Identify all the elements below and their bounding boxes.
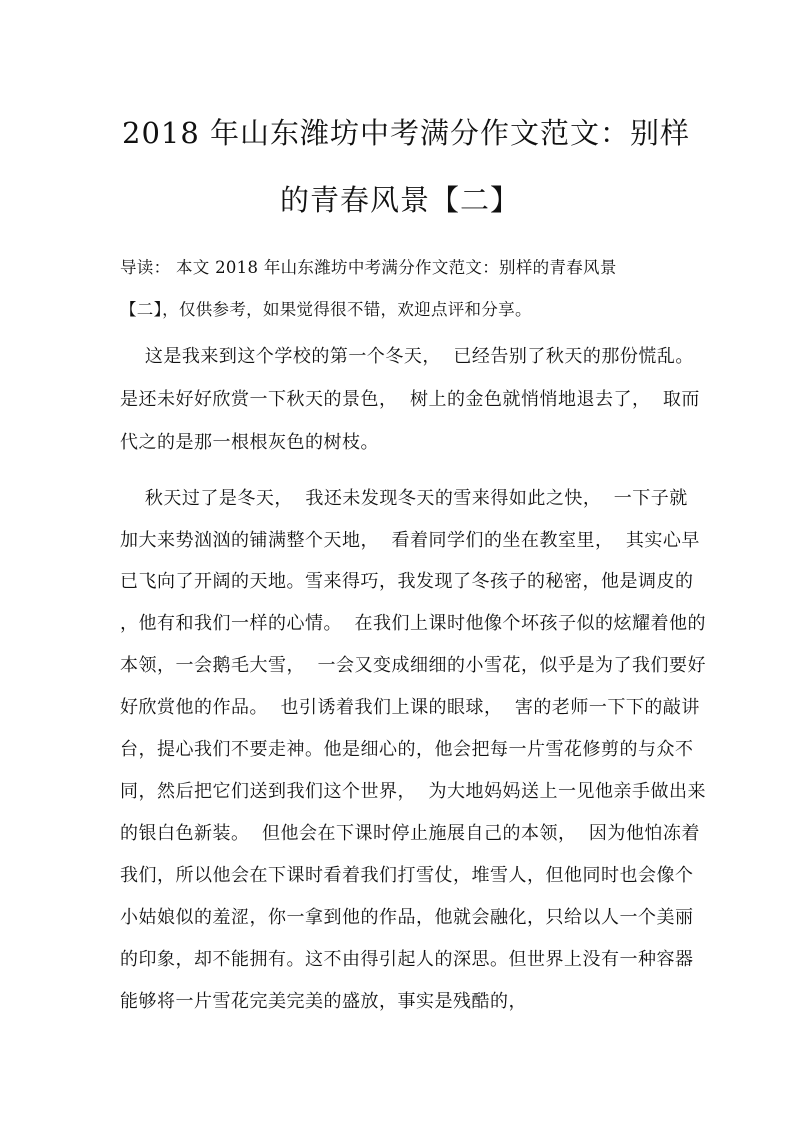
paragraph1-line: 这是我来到这个学校的第一个冬天， 已经告别了秋天的那份慌乱。 [120,346,694,367]
paragraph2-line: 小姑娘似的羞涩，你一拿到他的作品，他就会融化，只给以人一个美丽 [120,907,694,928]
paragraph2-line: 本领，一会鹅毛大雪， 一会又变成细细的小雪花，似乎是为了我们要好 [120,655,706,676]
paragraph1-line: 代之的是那一根根灰色的树枝。 [120,432,379,453]
paragraph2-line: 我们，所以他会在下课时看着我们打雪仗，堆雪人，但他同时也会像个 [120,865,694,886]
paragraph2-line: ，他有和我们一样的心情。 在我们上课时他像个坏孩子似的炫耀着他的 [120,613,706,634]
intro-line-1: 导读： 本文 2018 年山东潍坊中考满分作文范文：别样的青春风景 [120,258,617,277]
paragraph2-line: 加大来势汹汹的铺满整个天地， 看着同学们的坐在教室里， 其实心早 [120,530,700,551]
paragraph2-line: 能够将一片雪花完美完美的盛放，事实是残酷的， [120,991,527,1012]
paragraph2-line: 已飞向了开阔的天地。雪来得巧，我发现了冬孩子的秘密，他是调皮的 [120,571,694,592]
intro-line-2: 【二】，仅供参考，如果觉得很不错，欢迎点评和分享。 [120,300,532,319]
paragraph2-line: 的银白色新装。 但他会在下课时停止施展自己的本领， 因为他怕冻着 [120,823,700,844]
paragraph2-line: 的印象，却不能拥有。这不由得引起人的深思。但世界上没有一种容器 [120,949,694,970]
paragraph2-line: 好欣赏他的作品。 也引诱着我们上课的眼球， 害的老师一下下的敲讲 [120,697,700,718]
paragraph2-line: 台，提心我们不要走神。他是细心的，他会把每一片雪花修剪的与众不 [120,739,694,760]
paragraph2-line: 秋天过了是冬天， 我还未发现冬天的雪来得如此之快， 一下子就 [120,488,688,509]
document-title-line-1: 2018 年山东潍坊中考满分作文范文：别样 [122,116,691,150]
paragraph1-line: 是还未好好欣赏一下秋天的景色， 树上的金色就悄悄地退去了， 取而 [120,389,700,410]
paragraph2-line: 同，然后把它们送到我们这个世界， 为大地妈妈送上一见他亲手做出来 [120,781,706,802]
document-title-line-2: 的青春风景【二】 [280,183,521,217]
